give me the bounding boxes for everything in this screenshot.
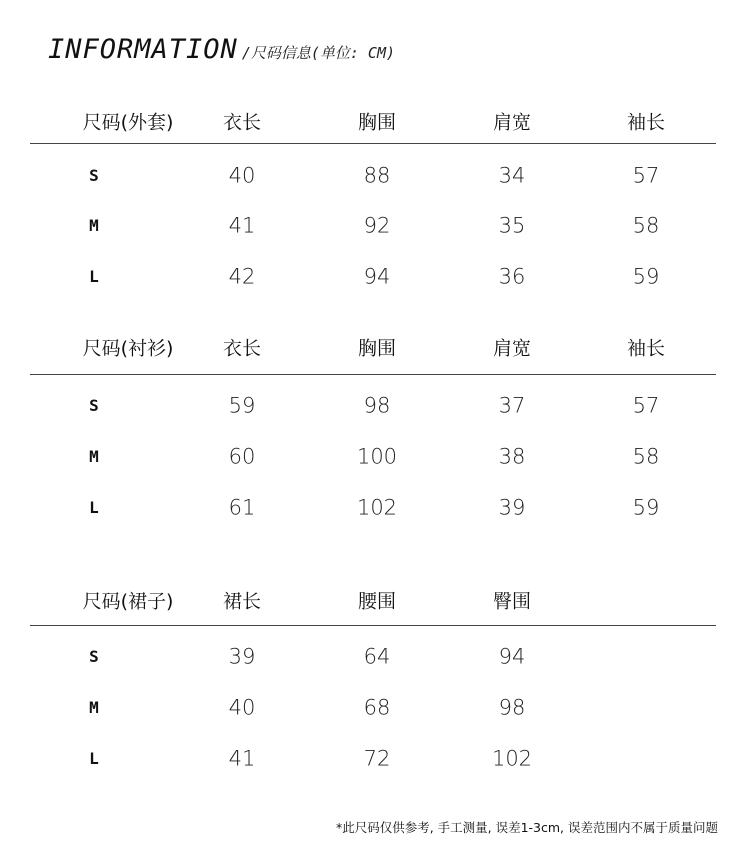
size-label: L [89, 498, 99, 517]
column-header: 衣长 [222, 111, 262, 134]
measurement-value: 94 [498, 644, 526, 669]
column-header: 尺码(裙子) [82, 590, 174, 613]
measurement-value: 88 [363, 163, 391, 188]
size-label: S [89, 396, 99, 415]
measurement-value: 42 [228, 264, 256, 289]
measurement-value: 37 [498, 393, 526, 418]
measurement-value: 40 [228, 695, 256, 720]
column-header: 衣长 [222, 337, 262, 360]
header-divider [30, 374, 716, 375]
size-label: S [89, 166, 99, 185]
size-label: L [89, 267, 99, 286]
column-header: 肩宽 [492, 111, 532, 134]
page-title: INFORMATION [48, 34, 238, 65]
measurement-value: 57 [632, 163, 660, 188]
page-subtitle: /尺码信息(单位: CM) [241, 44, 396, 62]
measurement-value: 35 [498, 213, 526, 238]
column-header: 胸围 [357, 111, 397, 134]
column-header: 裙长 [222, 590, 262, 613]
measurement-value: 39 [228, 644, 256, 669]
measurement-value: 92 [363, 213, 391, 238]
measurement-value: 100 [356, 444, 398, 469]
header-divider [30, 143, 716, 144]
footnote: *此尺码仅供参考, 手工测量, 误差1-3cm, 误差范围内不属于质量问题 [335, 820, 718, 835]
column-header: 尺码(外套) [82, 111, 174, 134]
page-header [48, 34, 395, 65]
measurement-value: 102 [491, 746, 533, 771]
measurement-value: 41 [228, 746, 256, 771]
measurement-value: 64 [363, 644, 391, 669]
measurement-value: 102 [356, 495, 398, 520]
measurement-value: 57 [632, 393, 660, 418]
size-label: S [89, 647, 99, 666]
header-divider [30, 625, 716, 626]
size-label: M [89, 698, 99, 717]
measurement-value: 72 [363, 746, 391, 771]
measurement-value: 41 [228, 213, 256, 238]
column-header: 腰围 [357, 590, 397, 613]
measurement-value: 58 [632, 444, 660, 469]
size-label: L [89, 749, 99, 768]
measurement-value: 39 [498, 495, 526, 520]
column-header: 袖长 [626, 111, 666, 134]
measurement-value: 40 [228, 163, 256, 188]
column-header: 袖长 [626, 337, 666, 360]
measurement-value: 98 [363, 393, 391, 418]
measurement-value: 61 [228, 495, 256, 520]
measurement-value: 98 [498, 695, 526, 720]
size-label: M [89, 216, 99, 235]
column-header: 尺码(衬衫) [82, 337, 174, 360]
measurement-value: 59 [228, 393, 256, 418]
measurement-value: 59 [632, 264, 660, 289]
measurement-value: 36 [498, 264, 526, 289]
measurement-value: 94 [363, 264, 391, 289]
column-header: 臀围 [492, 590, 532, 613]
column-header: 胸围 [357, 337, 397, 360]
measurement-value: 38 [498, 444, 526, 469]
measurement-value: 59 [632, 495, 660, 520]
measurement-value: 58 [632, 213, 660, 238]
measurement-value: 60 [228, 444, 256, 469]
measurement-value: 34 [498, 163, 526, 188]
measurement-value: 68 [363, 695, 391, 720]
size-label: M [89, 447, 99, 466]
column-header: 肩宽 [492, 337, 532, 360]
